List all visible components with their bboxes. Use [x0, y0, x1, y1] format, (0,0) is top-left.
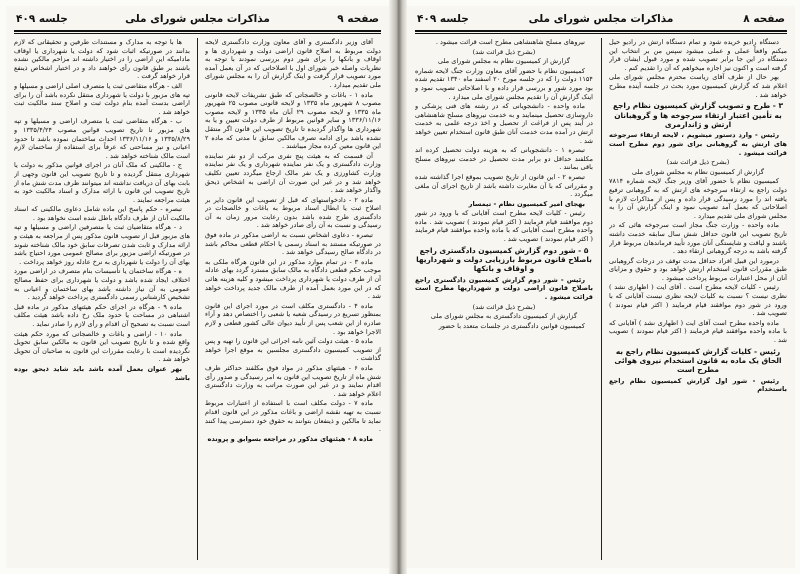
left-header-rule-thin: [14, 33, 381, 34]
paragraph: کمیسیون نظام با حضور آقای معاون وزارت جنگ لایحه شماره ۱۱۵۴ دولت را که در جلسه مورخ ۲۰ اسفند ماه ۱۳۴۰ تقدیم شده بود مورد شور و بررسی قرار داده و با اصلاحاتی تصویب نمود و اینک گزارش آن را تقدیم مجلس شورای ملی میدارد .: [415, 66, 593, 101]
paragraph: (بشرح ذیل قرائت شد): [472, 302, 536, 311]
paragraph: گزارش از کمیسیون نظام به مجلس شورای ملی: [632, 167, 764, 176]
paragraph: دستگاه رادیو خریده شود و تمام دستگاه ارتش در رادیو حیل میکنم واقعاً عملی و عملی میشود سپس من بر انتخاب این دستگاه در این جا برابر تصویب شده و مورد قبول ایشان قرار گرفته است و اکنون نیز اجازه میخواهم که آن را تقدیم کنم .: [609, 38, 787, 72]
right-page-right-column: [609, 38, 787, 562]
left-header-rule: [14, 30, 381, 32]
paragraph: ماده ۱ - باغات و خالصجاتی که طبق تشریفات لایحه قانونی مصوب ۸ شهریور ماه ۱۳۳۵ و لایحه قانونی مصوب ۲۵ شهریور ماه ۱۳۳۵ و لایحه مصوب ۲۹ آبان ماه ۱۳۳۵ و لایحه مصوب ۱۳۳۶/۱۱/۱۶ و سایر قوانین مربوط از طرف دولت تعیین و یا به شهرداری ها واگذار گردیده تا تاریخ تصویب این قانون اگر منتقل نشده باشد برای ادامه تصرف مالکین سابق تا مدتی که ماده ۲ این قانون معین کرده مجاز میباشند .: [205, 90, 381, 151]
right-header-rule: [415, 30, 787, 32]
left-page-right-column: [205, 38, 381, 562]
paragraph: رئیس - کلیات لایحه مطرح است آقایانی که با ورود در شور دوم موافقند قیام فرمایند ( اکثر قیام نمودند ) تصویب شد . ماده واحده مطرح است آقایانی که با ماده واحده موافقند قیام فرمایند ( اکثر قیام نمودند ) تصویب شد .: [415, 209, 593, 244]
paragraph: رئیس - وارد دستور میشویم ، لایحه ارتقاء سرجوخه های ارتش به گروهبانی برای شور دوم مطرح است قرائت میشود .: [609, 131, 787, 157]
book-gutter: [389, 0, 407, 574]
paragraph: گزارش از کمیسیون دادگستری به مجلس شورای ملی: [430, 312, 578, 321]
paragraph: بهجای امیر کمیسیون نظام - تیمسار: [468, 199, 585, 208]
paragraph: ماده ۴ - دادگستری مکلف است در مورد اجرای این قانون بمنظور تسریع در رسیدگی شعبه یا شعبی را اختصاص دهد و آراء صادره از این شعب پس از تأیید دیوان عالی کشور قطعی و لازم الاجرا خواهد بود .: [205, 301, 381, 336]
paragraph: نیروهای مسلح شاهنشاهی مطرح است قرائت میشود .: [435, 38, 585, 46]
paragraph: تبصره - دعاوی اشخاص نسبت به اراضی مذکور در ماده فوق در صورتیکه مستند به اسناد رسمی یا احکام قطعی محاکم باشد در دادگاه صالح رسیدگی خواهد شد .: [205, 231, 381, 257]
paragraph: تبصره - حکم پاسخ این ماده شامل دعاوی مالکینی که اسناد مالکیت آنان از طرف دادگاه باطل شده است نخواهد بود .: [14, 205, 190, 222]
right-page-left-column: [415, 38, 593, 562]
left-page-header: [16, 11, 379, 31]
paragraph: تبصره ۱ - دانشجویانی که به هزینه دولت تحصیل کرده اند مکلفند حداقل دو برابر مدت تحصیل در خدمت نیروهای مسلح باقی بمانند .: [415, 146, 593, 172]
paragraph: ب - هرگاه متقاضی ثبت یا متصرف اراضی و مسیلها و تپه های مزبور تا تاریخ تصویب قوانین مصوب ۱۳۳۵/۴/۲۴ و ۱۳۳۵/۸/۲۹ و ۱۳۳۶/۱۱/۱۶ احداث ساختمان نموده باشد تا حدود اعیانی و نیز مساحتی که عرفاً برای استفاده از ساختمان لازم است مالک شناخته خواهد شد .: [14, 117, 190, 160]
paragraph: رئیس - کلیات گزارش کمیسیون نظام راجع به الحاق یک ماده به قانون استخدام نیروی هوائی مطرح است: [614, 346, 782, 375]
left-session-number: جلسه ۴۰۹: [16, 13, 68, 25]
paragraph: رئیس - شور دوم گزارش کمیسیون دادگستری راجع باصلاح قانون اراضی دولت و شهرداریها مطرح است قرائت میشود .: [415, 275, 593, 302]
paragraph: کمیسیون قوانین دادگستری در جلسات متعدد با حضور: [438, 321, 585, 330]
paragraph: ماده ۵ - هیئت دولت آئین نامه اجرائی این قانون را تهیه و پس از تصویب کمیسیون دادگستری مجلسین به موقع اجرا خواهد گذاشت .: [205, 337, 381, 363]
left-page: [6, 6, 389, 568]
right-session-number: جلسه ۴۰۹: [417, 13, 469, 25]
left-page-number: صفحه ۹: [337, 13, 379, 25]
paragraph: ۳ - طرح و تصویب گزارش کمیسیون نظام راجع به تأمین اعتبار ارتقاء سرجوخه ها و گروهبانان ارتش و ژاندارمری: [613, 101, 783, 129]
paragraph: ج - مالکینی که ملک آنان در اجرای قوانین مذکور به دولت یا شهرداری منتقل گردیده و تا تاریخ تصویب این قانون وجهی از بابت بهای آن دریافت نداشته اند میتوانند ظرف مدت شش ماه از تاریخ تصویب این قانون با ارائه مدارک و اسناد مالکیت خود به هیئت مراجعه نمایند .: [14, 161, 190, 204]
left-page-title: مذاکرات مجلس شورای ملی: [125, 13, 270, 25]
paragraph: ها با توجه به مدارک و مستندات طرفین و تحقیقاتی که لازم بدانند در صورتیکه اثبات شود که دولت یا شهرداری یا اوقاف مادامیکه این اراضی را در اختیار داشته اند مزاحم مالکین نشده باشند بر طبق قانون رأی خواهند داد و در اختیار اشخاص ذینفع قرار خواهد گرفت .: [14, 38, 190, 81]
paragraph: درمورد این قبیل افراد حداقل مدت توقف در درجات گروهبانی طبق مقررات قانون استخدام ارتش خواهد بود و حقوق و مزایای آنان از محل اعتبارات مربوط پرداخت میشود .: [609, 256, 787, 282]
right-page-number: صفحه ۸: [743, 13, 785, 25]
paragraph: آن قسمت که به هیئت پنج نفری مرکب از دو نفر نماینده وزارت دادگستری و یک نفر نماینده شهرداری و یک نفر نماینده وزارت کشاورزی و یک نفر مالک ارجاع میگردد تعیین تکلیف خواهد شد و در غیر این صورت آن اراضی به اشخاص ذیحق واگذار خواهد شد .: [205, 151, 381, 195]
paragraph: ماده ۱۰ - اراضی و باغات و خالصجاتی که مورد حکم هیئت واقع شده و تا تاریخ تصویب این قانون به مالکین سابق تحویل نگردیده است با رعایت مقررات این قانون به صاحبان آن تحویل خواهد شد .: [14, 329, 190, 364]
paragraph: ماده واحده - دانشجویانی که در رشته های فنی پزشکی و داروسازی تحصیل مینمایند و به خدمت نیروهای مسلح شاهنشاهی در آیند پس از فراغت از تحصیل و اخذ درجه علمی به خدمت ارتش در آمده مدت خدمت آنان طبق قانون استخدام تعیین خواهد شد .: [415, 102, 593, 145]
left-column-divider: [197, 38, 198, 560]
paragraph: الف - هرگاه متقاضی ثبت یا متصرف اصلی اراضی و مسیلها و تپه های مزبور با دولت یا شهرداری منتقل نکرده باشد آن را برای اراضی بدست آمده بنام دولت ثبت و اصلاح سند مالکیت ثبت خواهد شد .: [14, 81, 190, 116]
paragraph: کمیسیون نظام با حضور آقای وزیر جنگ لایحه شماره ۷۸۱۴ دولت راجع به ارتقاء سرجوخه های ارتش که به گروهبانی ترفیع یافته اند را مورد رسیدگی قرار داده و پس از مذاکرات لازم با اصلاحاتی که بعمل آمد تصویب نمود و اینک گزارش آن را به مجلس شورای ملی تقدیم میدارد .: [609, 177, 787, 220]
paragraph: د - هرگاه متقاضیان ثبت یا متصرفین اراضی و مسیلها و تپه های مزبور قبل از تصویب قانون مذکور پس از مراجعه به هیئت و ارائه مدارک و ثابت شدن تصرفات سابق خود مالک شناخته شوند در صورتیکه اراضی مزبور برای مصالح عمومی مورد احتیاج باشد بهای آن را دولت یا شهرداری به نرخ عادله روز خواهد پرداخت .: [14, 223, 190, 266]
paragraph: ماده ۹ - هرگاه در اجرای حکم هیئتهای مذکور در ماده قبل اشتباهی در مساحت یا حدود ملک رخ داده باشد هیئت مکلف است نسبت به تصحیح آن اقدام و رأی لازم را صادر نماید .: [14, 302, 190, 328]
paragraph: ماده واحده - وزارت جنگ مجاز است سرجوخه هائی که در تاریخ تصویب این قانون حداقل شش سال سابقه خدمت داشته باشند و لیاقت و شایستگی آنان مورد تأیید فرماندهان مربوط قرار گرفته باشد به درجه گروهبانی ارتقاء دهد .: [609, 221, 787, 256]
paragraph: ماده واحده مطرح است آقای ایت ( اظهاری نشد ) آقایانی که با ماده واحده موافقند قیام فرمایند ( اکثر قیام نمودند ) تصویب شد .: [609, 318, 787, 345]
paragraph: بهر حال از طرف آقای ریاست محترم مجلس شورای ملی اعلام شد که گزارش کمیسیون مورد بحث در جلسه آینده مطرح خواهد شد .: [609, 73, 787, 99]
right-page-title: مذاکرات مجلس شورای ملی: [528, 13, 674, 25]
paragraph: ماده ۲ - دادخواستهای که قبل از تصویب این قانون دایر بر اصلاح ثبت یا ابطال اسناد مربوط به باغات و خالصجات در دادگستری طرح شده باشد بدون رعایت مرور زمان به آن رسیدگی و نسبت به آن رأی صادر خواهد شد .: [205, 195, 381, 230]
right-column-divider: [601, 38, 602, 560]
paragraph: ماده ۷ - دولت مکلف است با استفاده از اعتبارات مربوط نسبت به تهیه نقشه اراضی و باغات مذکور در این قانون اقدام نماید تا مالکین و ذینفعان بتوانند به حقوق خود دسترسی پیدا کنند .: [205, 399, 381, 434]
paragraph: ه - هرگاه ساختمان یا تأسیسات بنام متصرف در اراضی مورد اختلاف ایجاد شده باشد و دولت یا شهرداری برای حفظ مصالح عمومی به آن نیاز داشته باشد بهای ساختمان و اعیانی به تشخیص کارشناس رسمی دادگستری پرداخت خواهد گردید .: [14, 267, 190, 302]
paragraph: ماده ۶ - هیئتهای مذکور در مواد فوق مکلفند حداکثر ظرف شش ماه از تاریخ تصویب این قانون به امر رسیدگی و صدور رأی اقدام نمایند و در غیر این صورت مراتب به وزارت دادگستری اعلام خواهد شد .: [205, 363, 381, 398]
paragraph: تبصره ۲ - این قانون از تاریخ تصویب بموقع اجرا گذاشته شده و مقرراتی که با آن مغایرت داشته باشد از تاریخ اجرای آن ملغی میگردد .: [415, 172, 593, 199]
paragraph: گزارش از کمیسیون نظام به مجلس شورای ملی: [438, 57, 570, 66]
right-page: [407, 6, 795, 568]
paragraph: رئیس - کلیات لایحه مطرح است . آقای ایت ( اظهاری نشد ) نظری نیست ؟ نسبت به کلیات لایحه نظری نیست آقایانی که با ورود در شور دوم موافقند قیام فرمایند ( اکثر قیام نمودند ) تصویب شد .: [609, 283, 787, 318]
paragraph: رئیس - شور اول گزارش کمیسیون نظام راجع باستخدام: [609, 376, 787, 394]
right-page-header: [417, 11, 785, 31]
paragraph: بهر عنوان بعمل آمده باشد باید شاید ذیحق بوده باشد: [14, 364, 190, 382]
paragraph: (بشرح ذیل قرائت شد): [472, 47, 536, 56]
paragraph: آقای وزیر دادگستری و آقای معاون وزارت دادگستری لایحه دولت مربوط به اصلاح قانون اراضی دولت و شهرداری ها و اوقاف و بانکها را برای شور دوم بررسی نمودند با توجه به نظریات واصله خبر شورای اول با اصلاحاتی که در آن بعمل آمده مورد تصویب قرار گرفت و اینک گزارش آن را به مجلس شورای ملی تقدیم میدارد .: [205, 38, 381, 89]
paragraph: ۵ - شور دوم گزارش کمیسیون دادگستری راجع باصلاح قانون مربوط بارزیابی دولت و شهرداریها و اوقاف و بانکها: [416, 245, 592, 274]
right-header-rule-thin: [415, 33, 787, 34]
paragraph: ماده ۸ - هیئتهای مذکور در مراجعه بسوابق و پرونده: [207, 434, 373, 443]
paragraph: ماده ۳ - در تمام موارد مذکور در این قانون هرگاه ملکی به موجب حکم قطعی دادگاه به مالک سابق مسترد گردد بهای عادله آن از طرف دولت یا شهرداری پرداخت میشود و کلیه هزینه هائی که در این مورد بعمل آمده از طرف مالک جدید پرداخت خواهد شد .: [205, 257, 381, 301]
paragraph: (بشرح ذیل قرائت شد): [666, 158, 730, 167]
left-page-left-column: [14, 38, 190, 562]
